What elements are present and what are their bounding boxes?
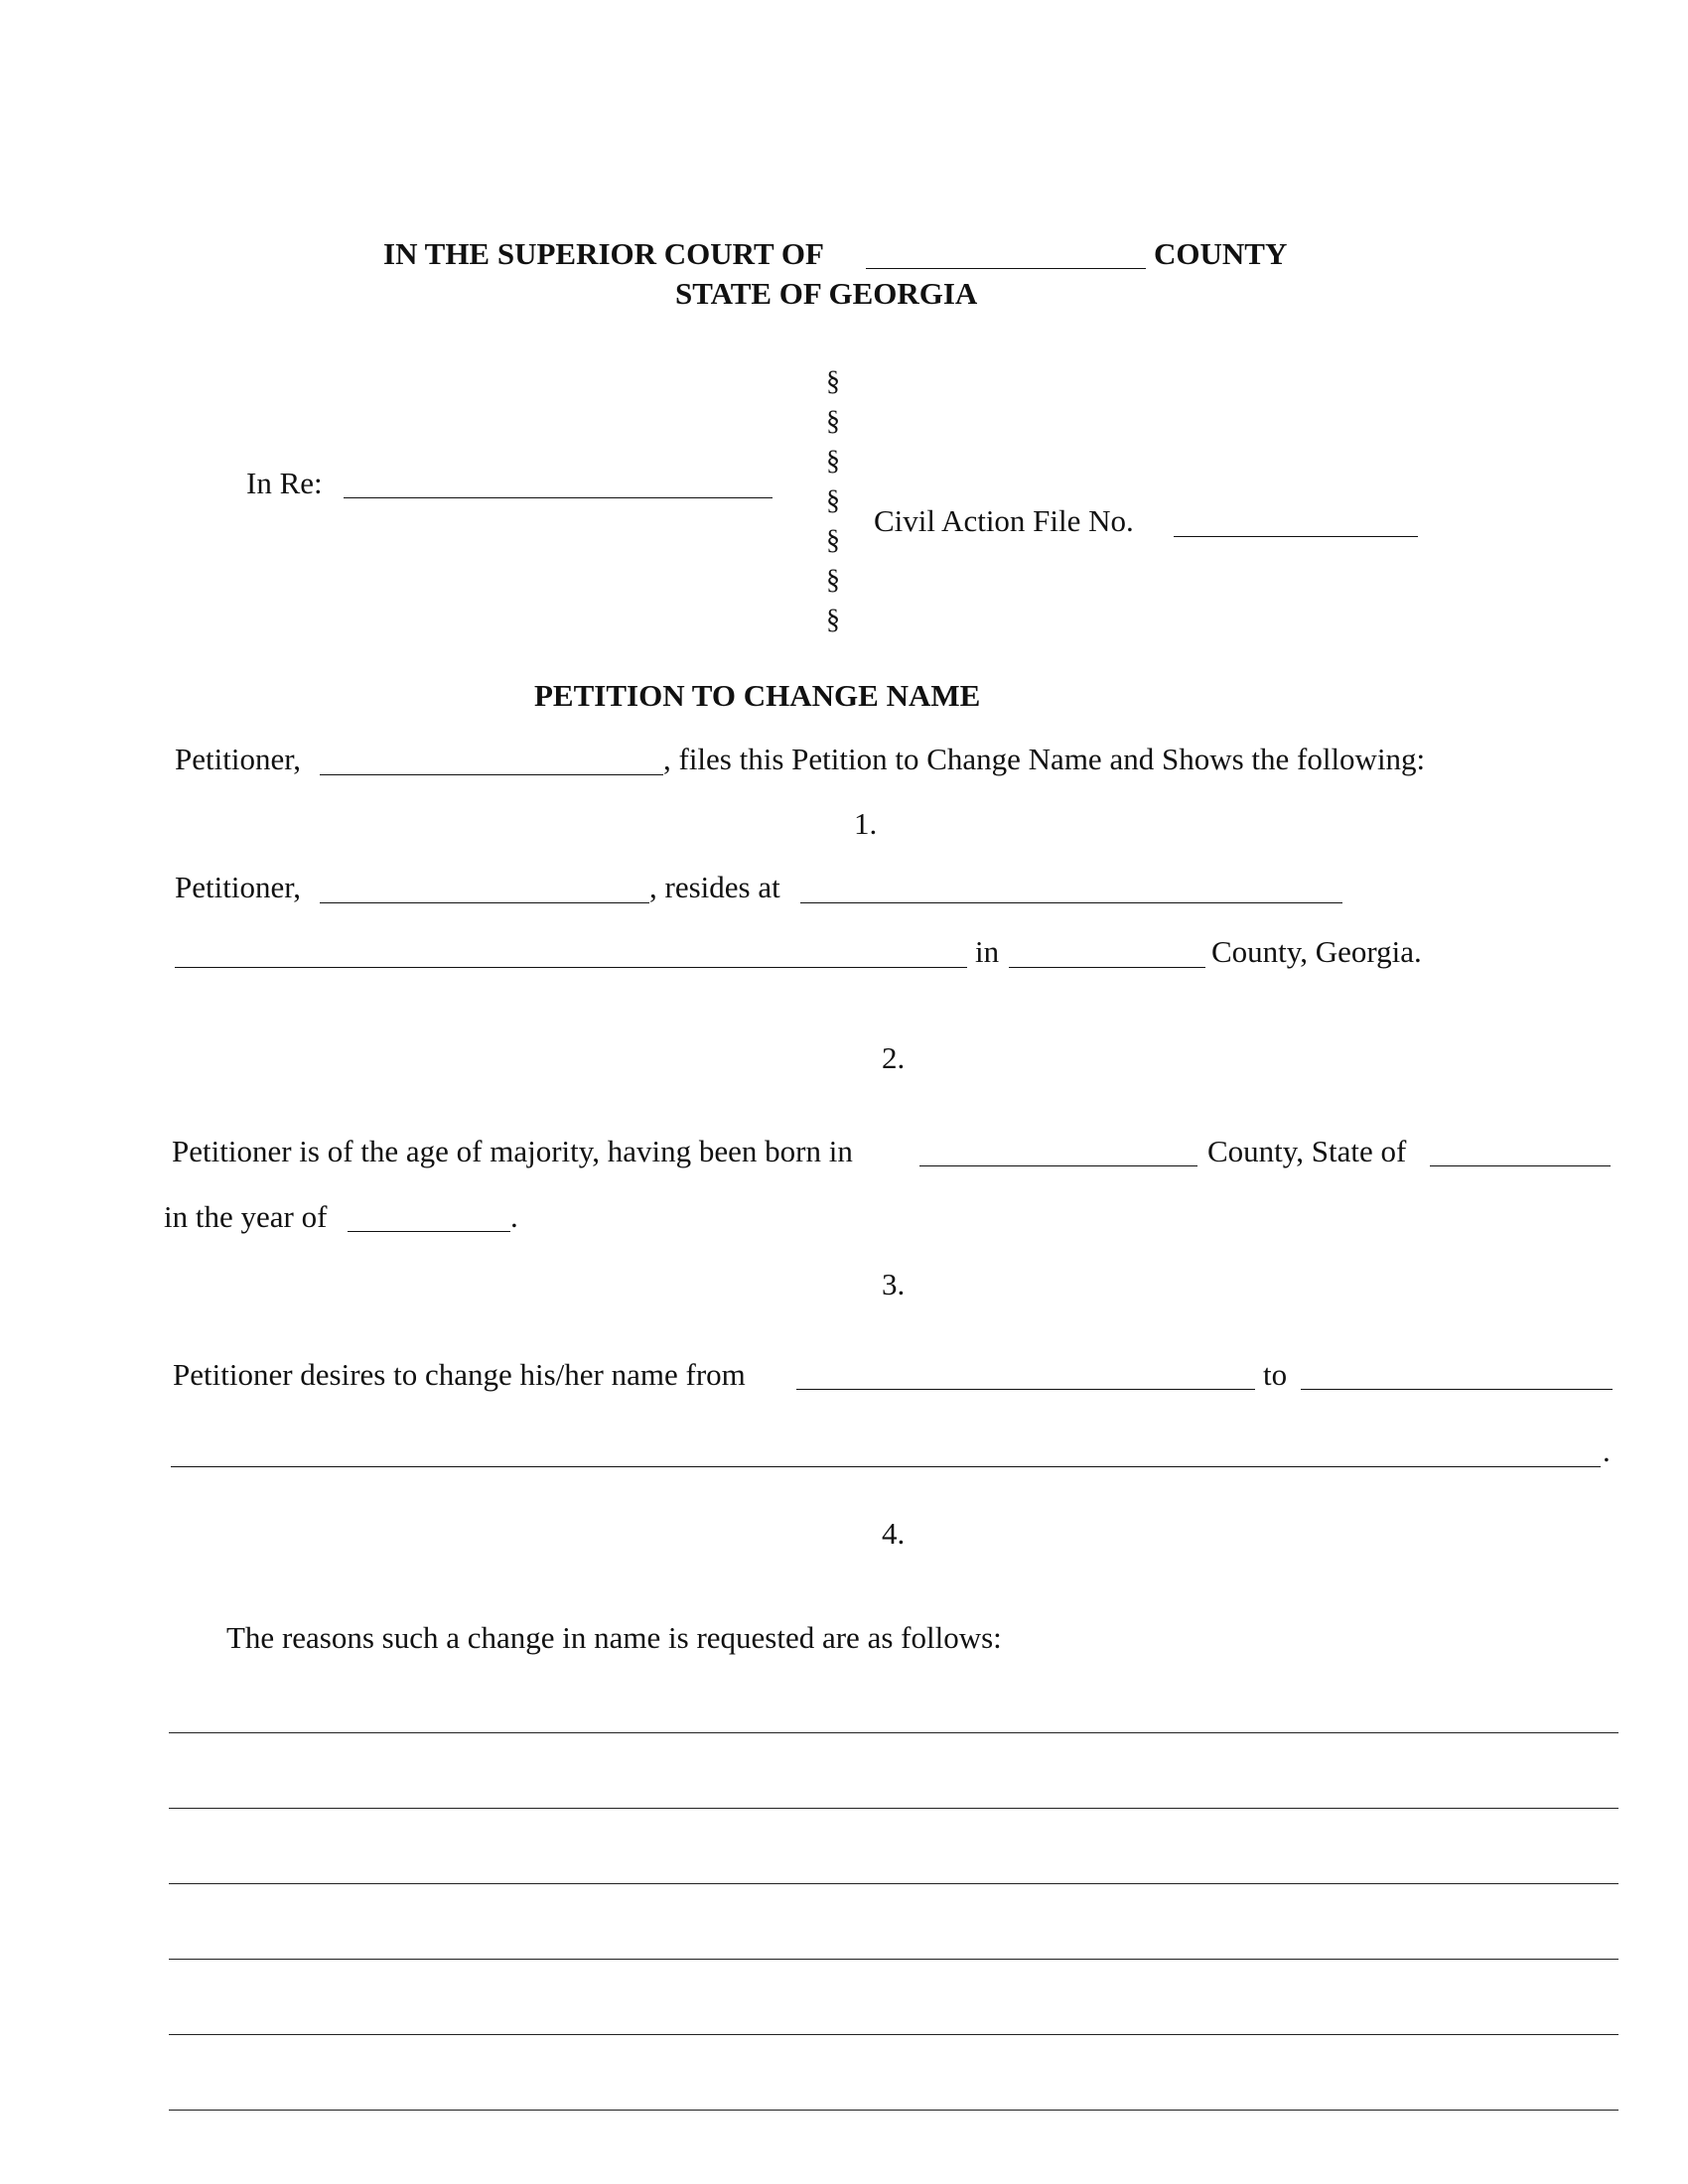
- intro-petitioner-label: Petitioner,: [175, 742, 302, 776]
- p2-born-text: Petitioner is of the age of majority, having been born in: [172, 1134, 853, 1168]
- section-symbol: §: [826, 605, 840, 635]
- p1-petitioner-label: Petitioner,: [175, 870, 302, 904]
- p1-address-line2-blank[interactable]: [175, 967, 967, 968]
- reason-line[interactable]: [169, 1959, 1618, 1960]
- reason-line[interactable]: [169, 1883, 1618, 1884]
- p1-resides-text: , resides at: [649, 870, 780, 904]
- p3-from-text: Petitioner desires to change his/her name from: [173, 1357, 746, 1392]
- p3-new-name-blank[interactable]: [1301, 1389, 1613, 1390]
- in-re-label: In Re:: [246, 466, 323, 500]
- p3-current-name-blank[interactable]: [796, 1389, 1255, 1390]
- p2-birth-year-blank[interactable]: [348, 1231, 510, 1232]
- paragraph-2-number: 2.: [882, 1040, 906, 1075]
- in-re-name-blank[interactable]: [344, 497, 773, 498]
- paragraph-3-number: 3.: [882, 1267, 906, 1301]
- p1-county-blank[interactable]: [1009, 967, 1205, 968]
- petition-title: PETITION TO CHANGE NAME: [534, 678, 981, 713]
- p2-period: .: [510, 1199, 518, 1234]
- p3-period: .: [1603, 1433, 1611, 1468]
- p1-county-text: County, Georgia.: [1211, 934, 1422, 969]
- civil-action-label: Civil Action File No.: [874, 503, 1134, 538]
- intro-petitioner-name-blank[interactable]: [320, 774, 663, 775]
- p1-in-text: in: [975, 934, 1000, 969]
- section-symbol: §: [826, 565, 840, 596]
- p2-birth-state-blank[interactable]: [1430, 1165, 1611, 1166]
- paragraph-4-number: 4.: [882, 1516, 906, 1551]
- state-heading: STATE OF GEORGIA: [675, 276, 978, 311]
- p3-new-name-line2-blank[interactable]: [171, 1466, 1601, 1467]
- p1-address-blank[interactable]: [800, 902, 1342, 903]
- p2-birth-county-blank[interactable]: [919, 1165, 1197, 1166]
- civil-action-number-blank[interactable]: [1174, 536, 1418, 537]
- county-name-blank[interactable]: [866, 268, 1146, 269]
- section-symbol: §: [826, 406, 840, 437]
- paragraph-1-number: 1.: [854, 806, 878, 841]
- section-symbol: §: [826, 525, 840, 556]
- p2-county-state-text: County, State of: [1207, 1134, 1407, 1168]
- p3-to-text: to: [1263, 1357, 1288, 1392]
- p1-petitioner-name-blank[interactable]: [320, 902, 649, 903]
- court-heading-suffix: COUNTY: [1154, 236, 1288, 271]
- p4-reasons-text: The reasons such a change in name is requested are as follows:: [226, 1620, 1002, 1655]
- reason-line[interactable]: [169, 1732, 1618, 1733]
- section-symbol: §: [826, 485, 840, 516]
- p2-year-text: in the year of: [164, 1199, 328, 1234]
- reason-line[interactable]: [169, 1808, 1618, 1809]
- intro-files-text: , files this Petition to Change Name and Shows the following:: [663, 742, 1426, 776]
- section-symbol: §: [826, 446, 840, 477]
- reason-line[interactable]: [169, 2110, 1618, 2111]
- section-symbol: §: [826, 366, 840, 397]
- court-heading-prefix: IN THE SUPERIOR COURT OF: [383, 236, 824, 271]
- reason-line[interactable]: [169, 2034, 1618, 2035]
